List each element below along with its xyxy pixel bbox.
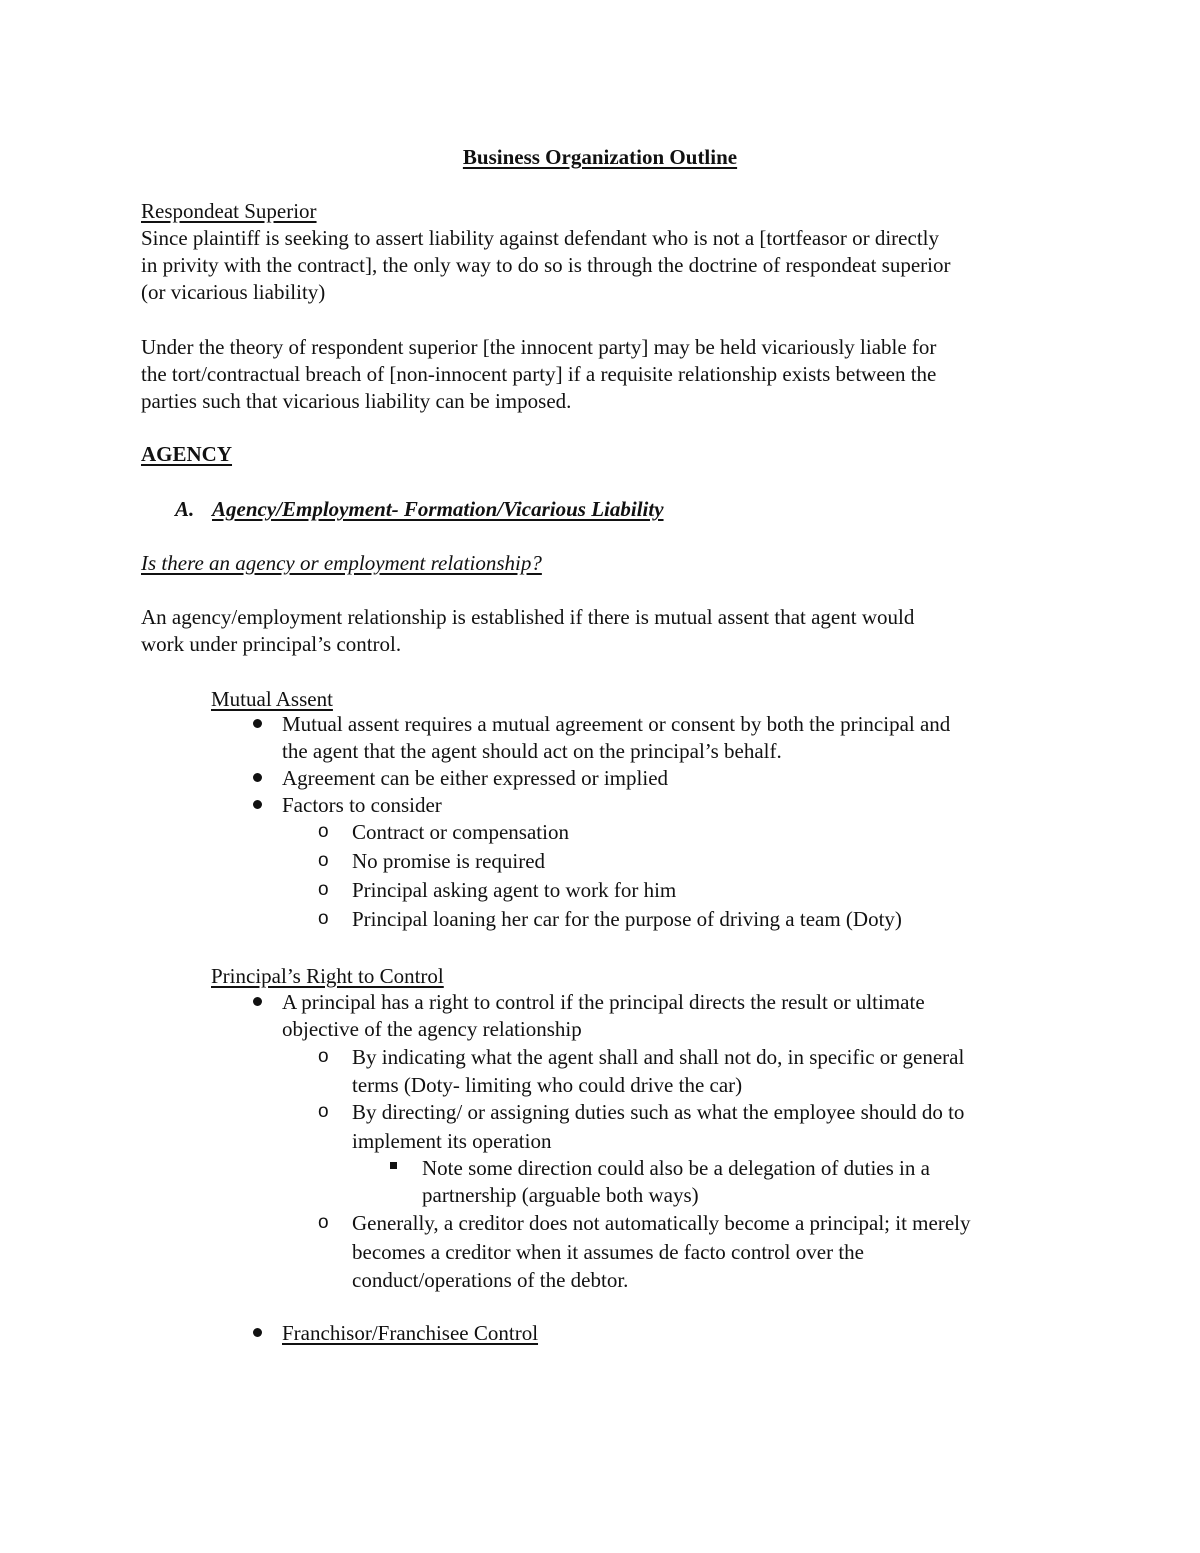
control-ss1-line1: Note some direction could also be a delegation of duties in a [422,1156,930,1180]
circle-bullet-icon: o [318,850,329,871]
control-s3-line2: becomes a creditor when it assumes de facto control over the [352,1240,864,1264]
agency-question: Is there an agency or employment relationship? [141,551,542,575]
respondeat-para2-line3: parties such that vicarious liability can be imposed. [141,389,572,413]
mutual-assent-b2: Agreement can be either expressed or implied [282,766,669,790]
factor-item: Contract or compensation [352,820,569,844]
agency-heading: AGENCY [141,442,233,466]
control-s2-line1: By directing/ or assigning duties such as what the employee should do to [352,1100,965,1124]
control-s1-line2: terms (Doty- limiting who could drive the car) [352,1073,743,1097]
franchisor-heading: Franchisor/Franchisee Control [282,1321,539,1345]
circle-bullet-icon: o [318,1101,329,1122]
bullet-icon [253,719,262,728]
bullet-icon [253,997,262,1006]
control-b1-line1: A principal has a right to control if the principal directs the result or ultimate [282,990,925,1014]
respondeat-para2-line1: Under the theory of respondent superior [the innocent party] may be held vicariously liable for [141,335,937,359]
respondeat-heading: Respondeat Superior [141,199,317,223]
mutual-assent-b1-line1: Mutual assent requires a mutual agreement or consent by both the principal and [282,712,951,736]
agency-intro-line1: An agency/employment relationship is established if there is mutual assent that agent would [141,605,915,629]
bullet-icon [253,800,262,809]
bullet-icon [253,773,262,782]
respondeat-para1-line2: in privity with the contract], the only way to do so is through the doctrine of respondeat superior [141,253,951,277]
section-letter: A. [175,497,195,521]
control-ss1-line2: partnership (arguable both ways) [422,1183,699,1207]
control-s2-line2: implement its operation [352,1129,552,1153]
mutual-assent-b3: Factors to consider [282,793,442,817]
document-title: Business Organization Outline [462,145,738,169]
factor-item: Principal loaning her car for the purpose of driving a team (Doty) [352,907,902,931]
circle-bullet-icon: o [318,1212,329,1233]
control-s1-line1: By indicating what the agent shall and shall not do, in specific or general [352,1045,965,1069]
factor-item: Principal asking agent to work for him [352,878,677,902]
mutual-assent-heading: Mutual Assent [211,687,333,711]
respondeat-para1-line3: (or vicarious liability) [141,280,326,304]
circle-bullet-icon: o [318,908,329,929]
circle-bullet-icon: o [318,821,329,842]
control-s3-line3: conduct/operations of the debtor. [352,1268,629,1292]
respondeat-para1-line1: Since plaintiff is seeking to assert liability against defendant who is not a [tortfeasor or directly [141,226,939,250]
circle-bullet-icon: o [318,1046,329,1067]
square-bullet-icon [390,1162,397,1169]
control-heading: Principal’s Right to Control [211,964,444,988]
agency-intro-line2: work under principal’s control. [141,632,402,656]
section-title: Agency/Employment- Formation/Vicarious Liability [212,497,664,521]
mutual-assent-b1-line2: the agent that the agent should act on the principal’s behalf. [282,739,782,763]
bullet-icon [253,1328,262,1337]
circle-bullet-icon: o [318,879,329,900]
control-s3-line1: Generally, a creditor does not automatically become a principal; it merely [352,1211,971,1235]
control-b1-line2: objective of the agency relationship [282,1017,582,1041]
respondeat-para2-line2: the tort/contractual breach of [non-innocent party] if a requisite relationship exists between the [141,362,937,386]
factor-item: No promise is required [352,849,546,873]
